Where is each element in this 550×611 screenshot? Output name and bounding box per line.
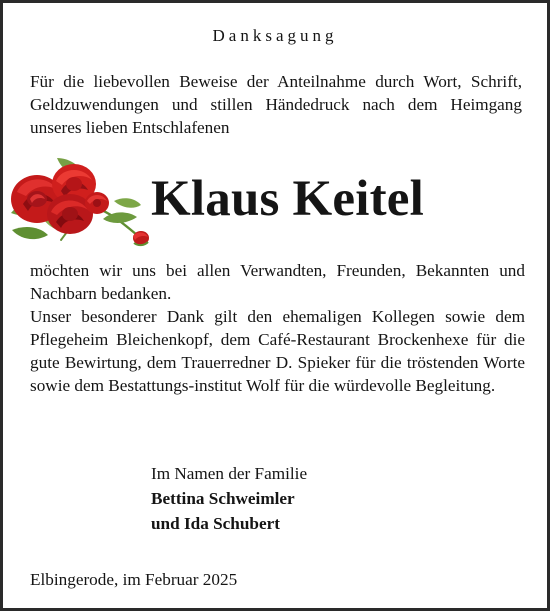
signature-block	[151, 461, 307, 536]
signature-name-2: und Ida Schubert	[151, 514, 280, 533]
notice-heading: Danksagung	[212, 26, 338, 45]
thanks-special-paragraph: Unser besonderer Dank gilt den ehemaligen Kollegen sowie dem Pflegeheim Bleichenkopf, dem Café-Restaurant Brockenhexe für die gute Bewirtung, dem Trauerredner D. Spieker für die tröstenden Worte sowie dem Bestattungs-institut Wolf für die würdevolle Begleitung.	[30, 307, 525, 395]
signature-intro: Im Namen der Familie	[151, 464, 308, 483]
deceased-name: Klaus Keitel	[151, 171, 424, 227]
red-roses-icon	[6, 156, 151, 248]
intro-paragraph: Für die liebevollen Beweise der Anteilnahme durch Wort, Schrift, Geldzuwendungen und stillen Händedruck nach dem Heimgang unseres lieben Entschlafenen	[30, 72, 522, 137]
signature-name-1: Bettina Schweimler	[151, 489, 295, 508]
thanks-family-paragraph: möchten wir uns bei allen Verwandten, Freunden, Bekannten und Nachbarn bedanken.	[30, 261, 525, 303]
intro-text	[30, 70, 522, 139]
place-date: Elbingerode, im Februar 2025	[30, 570, 238, 589]
thanks-text	[30, 259, 525, 397]
